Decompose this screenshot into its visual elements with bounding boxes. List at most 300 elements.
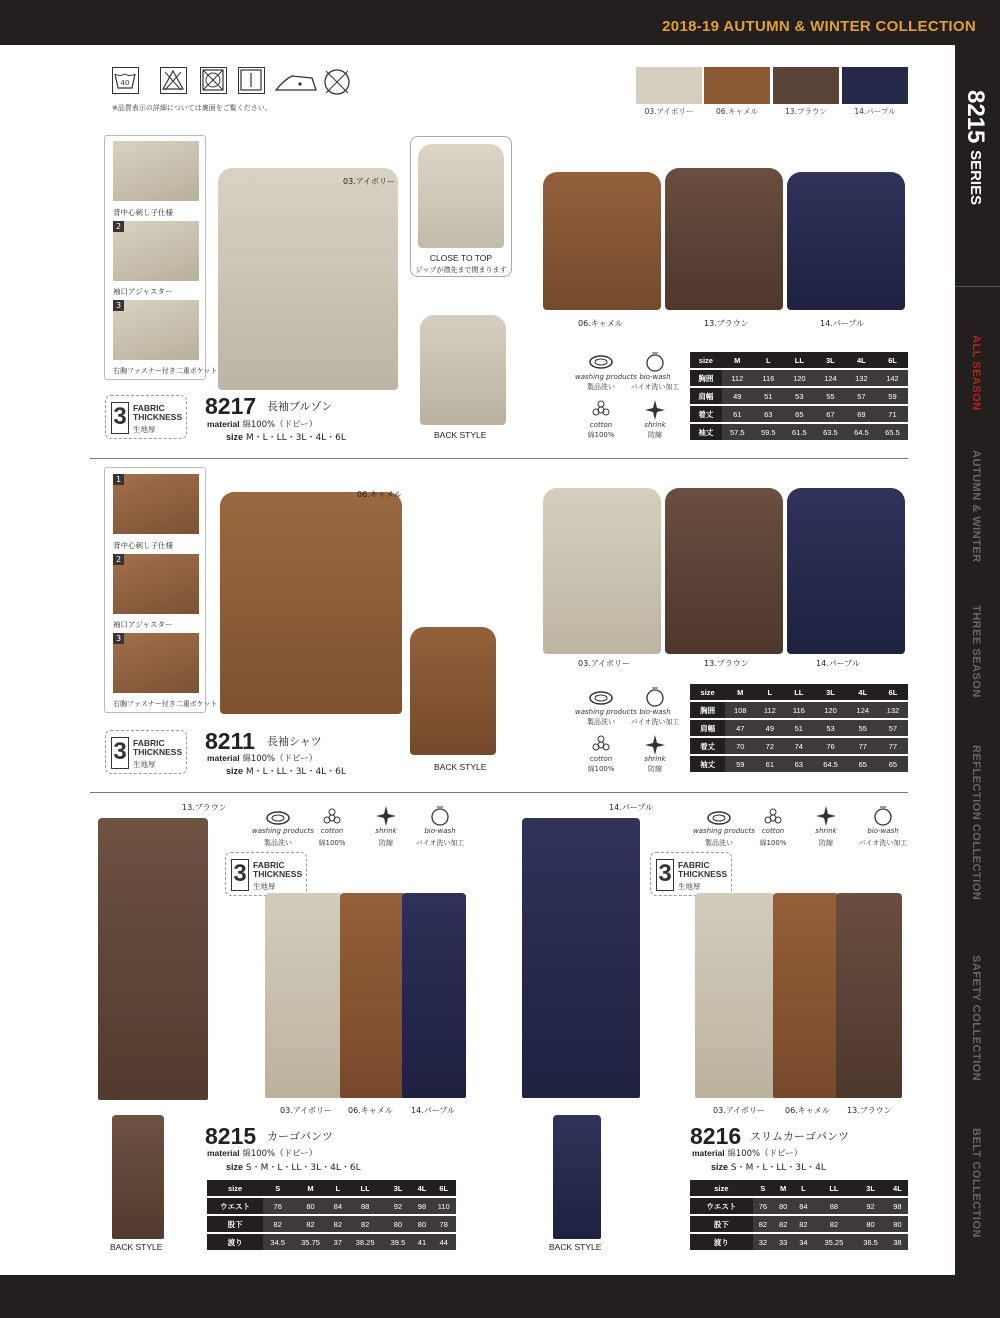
jacket-purple-photo <box>787 172 905 310</box>
table-cell: M <box>292 1180 328 1196</box>
table-cell: 120 <box>784 370 815 386</box>
shrink-caption: 防縮 <box>379 839 393 847</box>
swatch-brown[interactable] <box>773 67 839 104</box>
table-cell: M <box>722 352 753 368</box>
svg-text:40: 40 <box>120 79 130 87</box>
footer-bar <box>0 1275 1000 1318</box>
table-cell: LL <box>784 352 815 368</box>
variant-label: 03.アイボリー <box>280 1106 333 1115</box>
back-style-label: BACK STYLE <box>549 1242 602 1252</box>
table-cell: 64.5 <box>846 424 877 440</box>
product-code: 8211 <box>205 728 255 754</box>
table-cell: 76 <box>263 1198 292 1214</box>
table-cell: 55 <box>815 388 846 404</box>
table-cell: 124 <box>815 370 846 386</box>
swatch-camel[interactable] <box>704 67 770 104</box>
size-line: size S・M・L・LL・3L・4L <box>711 1162 826 1173</box>
table-cell: S <box>263 1180 292 1196</box>
variant-label: 14.パープル <box>820 319 865 328</box>
care-note: ※品質表示の詳細については裏面をご覧ください。 <box>112 104 272 112</box>
shirt-purple-photo <box>787 488 905 654</box>
detail-photo-pocket <box>113 633 199 693</box>
detail-number: 1 <box>113 474 124 485</box>
table-cell: 84 <box>329 1198 347 1214</box>
shrink-en: shrink <box>644 755 666 763</box>
table-cell: size <box>207 1180 263 1196</box>
table-cell: 4L <box>887 1180 908 1196</box>
table-cell: 36.5 <box>854 1234 887 1250</box>
table-cell: 77 <box>878 738 908 754</box>
table-cell: 33 <box>773 1234 793 1250</box>
variant-label: 06.キャメル <box>785 1106 830 1115</box>
table-cell: 132 <box>846 370 877 386</box>
swatch-label: 14.パープル <box>854 107 896 116</box>
table-cell: 76 <box>753 1198 773 1214</box>
table-cell: 61.5 <box>784 424 815 440</box>
table-cell: 88 <box>347 1198 383 1214</box>
table-cell: 55 <box>848 720 878 736</box>
detail-photo-back <box>113 141 199 201</box>
swatch-purple[interactable] <box>842 67 908 104</box>
table-cell: LL <box>784 684 813 700</box>
table-cell: 61 <box>722 406 753 422</box>
product-name: スリムカーゴパンツ <box>750 1130 849 1143</box>
bio-wash-icon <box>870 804 896 824</box>
table-cell: LL <box>814 1180 855 1196</box>
cotton-en: cotton <box>320 827 344 835</box>
table-cell: 胸囲 <box>690 370 722 386</box>
table-cell: 44 <box>431 1234 456 1250</box>
table-cell: 65 <box>878 756 908 772</box>
washing-products-icon <box>588 688 614 708</box>
variant-label: 13.ブラウン <box>704 319 749 328</box>
table-cell: 53 <box>784 388 815 404</box>
bio-wash-icon <box>642 350 668 370</box>
table-cell: 38 <box>887 1234 908 1250</box>
pants-back-photo <box>553 1115 601 1239</box>
table-cell: 6L <box>431 1180 456 1196</box>
cotton-en: cotton <box>589 755 613 763</box>
table-cell: 3L <box>813 684 847 700</box>
table-cell: 132 <box>878 702 908 718</box>
shrink-icon <box>642 400 668 420</box>
table-cell: 82 <box>773 1216 793 1232</box>
main-color-label: 14.パープル <box>609 803 654 812</box>
variant-label: 03.アイボリー <box>713 1106 766 1115</box>
series-label: 8215 SERIES <box>962 90 989 206</box>
table-cell: 6L <box>878 684 908 700</box>
variant-label: 03.アイボリー <box>578 659 631 668</box>
callout-title: CLOSE TO TOP <box>429 253 493 263</box>
shrink-icon <box>813 806 839 826</box>
sidebar-tab-all-season[interactable]: ALL SEASON <box>970 335 982 411</box>
product-name: カーゴパンツ <box>267 1130 333 1143</box>
detail-caption: 右胸ファスナー付き二重ポケット <box>113 700 218 708</box>
table-cell: 116 <box>784 702 813 718</box>
product-name: 長袖シャツ <box>267 735 322 748</box>
material-line: material 綿100%（ドビー） <box>207 1148 318 1159</box>
detail-caption: 袖口アジャスター <box>113 620 173 629</box>
variant-label: 06.キャメル <box>578 319 623 328</box>
table-cell: 64.5 <box>813 756 847 772</box>
size-table-8211 <box>690 682 908 774</box>
table-header-row <box>207 1180 456 1196</box>
table-cell: 39.5 <box>383 1234 412 1250</box>
size-line: size M・L・LL・3L・4L・6L <box>226 766 346 777</box>
material-line: material 綿100%（ドビー） <box>207 753 318 764</box>
shrink-icon <box>373 806 399 826</box>
table-cell: 82 <box>793 1216 813 1232</box>
iron-low-icon <box>272 70 320 94</box>
cotton-icon <box>319 808 345 828</box>
shirt-ivory-photo <box>543 488 661 654</box>
table-cell: 47 <box>725 720 755 736</box>
table-cell: 76 <box>813 738 847 754</box>
table-row <box>690 738 908 754</box>
shrink-en: shrink <box>644 421 666 429</box>
table-cell: 80 <box>413 1216 432 1232</box>
table-row <box>690 424 908 440</box>
table-row <box>690 1198 908 1214</box>
biowash-caption: バイオ洗い加工 <box>630 383 680 391</box>
table-cell: 120 <box>813 702 847 718</box>
detail-caption: 右胸ファスナー付き二重ポケット <box>113 367 218 375</box>
product-code: 8217 <box>205 393 257 419</box>
table-cell: 4L <box>848 684 878 700</box>
table-cell: 82 <box>329 1216 347 1232</box>
shrink-en: shrink <box>815 827 837 835</box>
table-cell: 70 <box>725 738 755 754</box>
table-cell: 袖丈 <box>690 756 725 772</box>
table-cell: 65.5 <box>877 424 908 440</box>
pants-8216-purple-photo <box>522 818 640 1098</box>
detail-number: 2 <box>113 554 124 565</box>
washing-products-icon <box>265 808 291 828</box>
table-cell: LL <box>347 1180 383 1196</box>
table-row <box>207 1198 456 1214</box>
table-cell: ウエスト <box>207 1198 263 1214</box>
back-style-label: BACK STYLE <box>434 762 487 772</box>
table-row <box>690 406 908 422</box>
table-cell: 112 <box>722 370 753 386</box>
variant-label: 14.パープル <box>816 659 861 668</box>
table-cell: 51 <box>753 388 784 404</box>
biowash-caption: バイオ洗い加工 <box>630 718 680 726</box>
table-cell: 80 <box>383 1216 412 1232</box>
pants-8215-brown-photo <box>98 818 208 1100</box>
size-line: size M・L・LL・3L・4L・6L <box>226 432 346 443</box>
table-cell: 渡り <box>690 1234 753 1250</box>
shrink-caption: 防縮 <box>648 765 662 773</box>
washing-products-icon <box>706 808 732 828</box>
table-cell: 63.5 <box>815 424 846 440</box>
detail-caption: 袖口アジャスター <box>113 287 173 296</box>
table-cell: L <box>793 1180 813 1196</box>
table-cell: size <box>690 684 725 700</box>
table-cell: 63 <box>784 756 813 772</box>
shirt-back-photo <box>410 627 496 755</box>
table-cell: 32 <box>753 1234 773 1250</box>
table-cell: 72 <box>755 738 784 754</box>
callout-sub: ジップが襟先まで閉まります <box>415 266 507 274</box>
detail-caption: 背中心刺し子仕様 <box>113 208 173 217</box>
table-cell: 92 <box>854 1198 887 1214</box>
table-cell: 3L <box>383 1180 412 1196</box>
table-cell: 84 <box>793 1198 813 1214</box>
table-row <box>690 756 908 772</box>
no-tumble-dry-icon <box>200 67 227 94</box>
biowash-caption: バイオ洗い加工 <box>858 839 908 847</box>
table-cell: 34.5 <box>263 1234 292 1250</box>
sidebar-divider <box>955 286 1000 287</box>
pants-ivory-photo <box>695 893 775 1098</box>
shrink-caption: 防縮 <box>819 839 833 847</box>
table-cell: 65 <box>848 756 878 772</box>
biowash-en: bio-wash <box>424 827 456 835</box>
table-cell: 57 <box>878 720 908 736</box>
table-cell: 37 <box>329 1234 347 1250</box>
table-row <box>690 720 908 736</box>
shrink-caption: 防縮 <box>648 431 662 439</box>
size-table-8215 <box>207 1178 456 1252</box>
table-cell: 82 <box>814 1216 855 1232</box>
shrink-icon <box>642 735 668 755</box>
cotton-caption: 綿100% <box>759 839 787 847</box>
table-cell: 57 <box>846 388 877 404</box>
table-cell: 3L <box>854 1180 887 1196</box>
table-cell: 67 <box>815 406 846 422</box>
table-cell: 4L <box>413 1180 432 1196</box>
detail-number: 2 <box>113 221 124 232</box>
pants-ivory-photo <box>265 893 343 1098</box>
washing-caption: 製品洗い <box>264 839 292 847</box>
jacket-collar-closed-photo <box>418 144 504 248</box>
pants-back-photo <box>112 1115 164 1239</box>
table-cell: 61 <box>755 756 784 772</box>
table-cell: 肩幅 <box>690 720 725 736</box>
table-cell: 34 <box>793 1234 813 1250</box>
table-row <box>207 1216 456 1232</box>
table-row <box>690 702 908 718</box>
variant-label: 14.パープル <box>411 1106 456 1115</box>
table-cell: L <box>755 684 784 700</box>
table-cell: 51 <box>784 720 813 736</box>
sidebar-tab-safety[interactable]: SAFETY COLLECTION <box>970 955 982 1082</box>
table-cell: 108 <box>725 702 755 718</box>
product-code: 8215 <box>205 1123 257 1149</box>
table-cell: 80 <box>292 1198 328 1214</box>
detail-number: 3 <box>113 633 124 644</box>
cotton-icon <box>588 735 614 755</box>
sidebar-tab-belt[interactable]: BELT COLLECTION <box>970 1128 982 1238</box>
table-cell: 3L <box>815 352 846 368</box>
variant-label: 13.ブラウン <box>704 659 749 668</box>
page-footer: CHUSAN 2018-19 129 <box>858 1297 978 1314</box>
table-cell: 80 <box>887 1216 908 1232</box>
table-cell: 49 <box>722 388 753 404</box>
table-cell: 股下 <box>690 1216 753 1232</box>
detail-photo-cuff <box>113 554 199 614</box>
main-color-label: 13.ブラウン <box>182 803 227 812</box>
bio-wash-icon <box>642 685 668 705</box>
cotton-icon <box>588 400 614 420</box>
jacket-camel-photo <box>543 172 661 310</box>
biowash-en: bio-wash <box>639 373 671 381</box>
table-cell: size <box>690 352 722 368</box>
table-row <box>690 388 908 404</box>
jacket-brown-photo <box>665 168 783 310</box>
swatch-label: 13.ブラウン <box>785 107 827 116</box>
jacket-back-photo <box>420 315 506 425</box>
shrink-en: shrink <box>375 827 397 835</box>
shirt-brown-photo <box>665 488 783 654</box>
cotton-caption: 綿100% <box>318 839 346 847</box>
fabric-thickness-badge: 3 FABRIC THICKNESS 生地厚 <box>650 852 732 896</box>
jacket-8217-ivory-photo <box>218 168 398 390</box>
fabric-thickness-badge: 3 FABRIC THICKNESS 生地厚 <box>105 730 187 774</box>
cotton-caption: 綿100% <box>587 765 615 773</box>
table-cell: 着丈 <box>690 406 722 422</box>
divider <box>90 792 908 793</box>
size-line: size S・M・L・LL・3L・4L・6L <box>226 1162 361 1173</box>
table-cell: 69 <box>846 406 877 422</box>
table-cell: 渡り <box>207 1234 263 1250</box>
table-cell: 41 <box>413 1234 432 1250</box>
collection-title: 2018-19 AUTUMN & WINTER COLLECTION <box>662 18 976 35</box>
table-cell: 57.5 <box>722 424 753 440</box>
detail-caption: 背中心刺し子仕様 <box>113 541 173 550</box>
no-bleach-icon <box>160 67 187 94</box>
back-style-label: BACK STYLE <box>434 430 487 440</box>
biowash-caption: バイオ洗い加工 <box>415 839 465 847</box>
table-cell: 4L <box>846 352 877 368</box>
cotton-caption: 綿100% <box>587 431 615 439</box>
table-cell: 38.25 <box>347 1234 383 1250</box>
table-cell: 53 <box>813 720 847 736</box>
table-header-row <box>690 684 908 700</box>
table-header-row <box>690 352 908 368</box>
washing-caption: 製品洗い <box>587 718 615 726</box>
pants-purple-photo <box>402 893 466 1098</box>
table-cell: 49 <box>755 720 784 736</box>
table-cell: 77 <box>848 738 878 754</box>
size-table-8217 <box>690 350 908 442</box>
sidebar-tab-three-season[interactable]: THREE SEASON <box>970 605 982 698</box>
table-cell: L <box>329 1180 347 1196</box>
table-cell: 124 <box>848 702 878 718</box>
back-style-label: BACK STYLE <box>110 1242 163 1252</box>
table-cell: 胸囲 <box>690 702 725 718</box>
swatch-label: 03.アイボリー <box>644 107 694 116</box>
material-line: material 綿100%（ドビー） <box>692 1148 803 1159</box>
table-cell: 98 <box>413 1198 432 1214</box>
table-cell: 112 <box>755 702 784 718</box>
line-dry-icon <box>238 67 265 94</box>
table-cell: 92 <box>383 1198 412 1214</box>
variant-label: 13.ブラウン <box>847 1106 892 1115</box>
detail-photo-pocket <box>113 300 199 360</box>
table-cell: 59 <box>725 756 755 772</box>
washing-products-icon <box>588 352 614 372</box>
variant-label: 06.キャメル <box>348 1106 393 1115</box>
table-cell: 65 <box>784 406 815 422</box>
main-color-label: 03.アイボリー <box>343 177 396 186</box>
product-code: 8216 <box>690 1123 742 1149</box>
table-row <box>690 1234 908 1250</box>
table-row <box>207 1234 456 1250</box>
washing-en: washing products <box>575 708 637 716</box>
table-cell: 78 <box>431 1216 456 1232</box>
detail-number: 3 <box>113 300 124 311</box>
table-cell: ウエスト <box>690 1198 753 1214</box>
size-table-8216 <box>690 1178 908 1252</box>
table-cell: 6L <box>877 352 908 368</box>
biowash-en: bio-wash <box>639 708 671 716</box>
table-cell: S <box>753 1180 773 1196</box>
table-cell: 63 <box>753 406 784 422</box>
table-cell: 袖丈 <box>690 424 722 440</box>
table-cell: 98 <box>887 1198 908 1214</box>
table-cell: 82 <box>753 1216 773 1232</box>
cotton-en: cotton <box>761 827 785 835</box>
fabric-thickness-badge: 3 FABRIC THICKNESS 生地厚 <box>225 852 307 896</box>
washing-en: washing products <box>575 373 637 381</box>
table-cell: 71 <box>877 406 908 422</box>
shirt-8211-camel-photo <box>220 492 402 714</box>
divider <box>90 458 908 459</box>
table-cell: L <box>753 352 784 368</box>
table-row <box>690 370 908 386</box>
detail-photo-cuff <box>113 221 199 281</box>
detail-photo-back <box>113 474 199 534</box>
table-row <box>690 1216 908 1232</box>
biowash-en: bio-wash <box>867 827 899 835</box>
bio-wash-icon <box>427 804 453 824</box>
table-cell: 88 <box>814 1198 855 1214</box>
table-cell: 35.25 <box>814 1234 855 1250</box>
table-cell: 110 <box>431 1198 456 1214</box>
main-color-label: 06.キャメル <box>357 490 402 499</box>
product-name: 長袖ブルゾン <box>267 400 333 413</box>
washing-en: washing products <box>693 827 755 835</box>
swatch-ivory[interactable] <box>636 67 702 104</box>
table-cell: 59 <box>877 388 908 404</box>
pants-camel-photo <box>773 893 839 1098</box>
table-cell: size <box>690 1180 753 1196</box>
fabric-thickness-badge: 3 FABRIC THICKNESS 生地厚 <box>105 395 187 439</box>
table-cell: 59.5 <box>753 424 784 440</box>
table-cell: 82 <box>347 1216 383 1232</box>
table-cell: 116 <box>753 370 784 386</box>
no-dry-clean-icon <box>322 67 352 97</box>
table-cell: 80 <box>773 1198 793 1214</box>
sidebar-tab-reflection[interactable]: REFLECTION COLLECTION <box>970 745 982 901</box>
table-cell: 142 <box>877 370 908 386</box>
table-cell: 着丈 <box>690 738 725 754</box>
table-cell: 82 <box>292 1216 328 1232</box>
table-cell: 80 <box>854 1216 887 1232</box>
table-cell: 35.75 <box>292 1234 328 1250</box>
sidebar-tab-autumn-winter[interactable]: AUTUMN & WINTER <box>970 450 982 563</box>
table-cell: M <box>725 684 755 700</box>
table-cell: 肩幅 <box>690 388 722 404</box>
swatch-label: 06.キャメル <box>716 107 758 116</box>
washing-en: washing products <box>252 827 314 835</box>
table-cell: M <box>773 1180 793 1196</box>
washing-caption: 製品洗い <box>705 839 733 847</box>
material-line: material 綿100%（ドビー） <box>207 419 318 430</box>
washing-caption: 製品洗い <box>587 383 615 391</box>
